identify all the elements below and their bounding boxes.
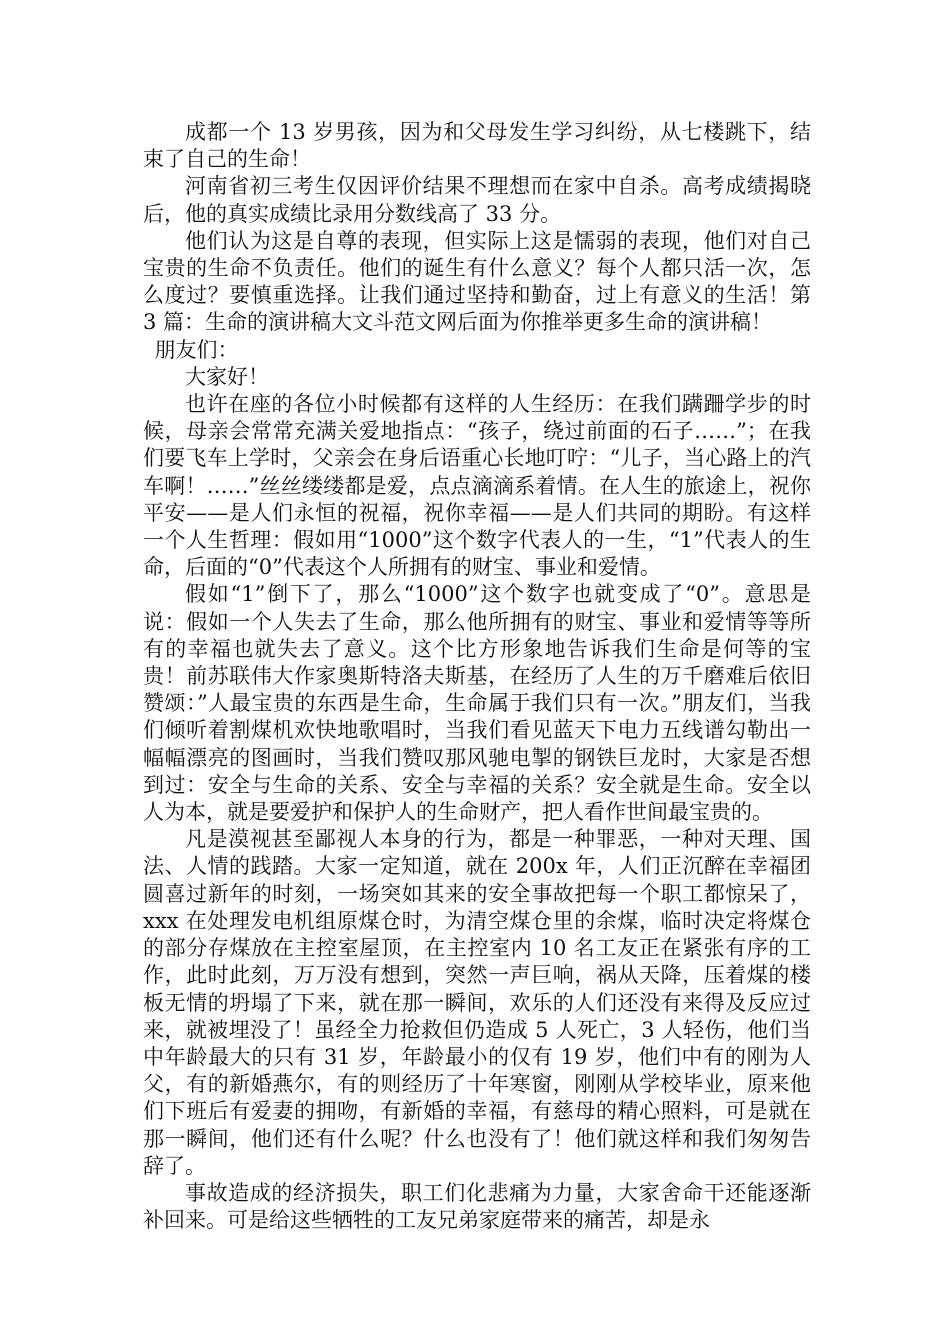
- document-page: [143, 119, 811, 1234]
- paragraph: 假如“1”倒下了，那么“1000”这个数字也就变成了“0”。意思是说：假如一个人失去了生命，那么他所拥有的财宝、事业和爱情等等所有的幸福也就失去了意义。这个比方形象地告诉我们生命是何等的宝贵！前苏联伟大作家奥斯特洛夫斯基，在经历了人生的万千磨难后依旧赞颂：”人最宝贵的东西是生命，生命属于我们只有一次。”朋友们，当我们倾听着割煤机欢快地歌唱时，当我们看见蓝天下电力五线谱勾勒出一幅幅漂亮的图画时，当我们赞叹那风驰电掣的钢铁巨龙时，大家是否想到过：安全与生命的关系、安全与幸福的关系？安全就是生命。安全以人为本，就是要爱护和保护人的生命财产，把人看作世间最宝贵的。: [143, 582, 811, 825]
- paragraph: 凡是漠视甚至鄙视人本身的行为，都是一种罪恶，一种对天理、国法、人情的践踏。大家一定知道，就在 200x 年，人们正沉醉在幸福团圆喜过新年的时刻，一场突如其来的安全事故把每一个职工都惊呆了，xxx 在处理发电机组原煤仓时，为清空煤仓里的余煤，临时决定将煤仓的部分存煤放在主控室屋顶，在主控室内 10 名工友正在紧张有序的工作，此时此刻，万万没有想到，突然一声巨响，祸从天降，压着煤的楼板无情的坍塌了下来，就在那一瞬间，欢乐的人们还没有来得及反应过来，就被埋没了！虽经全力抢救但仍造成 5 人死亡，3 人轻伤，他们当中年龄最大的只有 31 岁，年龄最小的仅有 19 岁，他们中有的刚为人父，有的新婚燕尔，有的则经历了十年寒窗，刚刚从学校毕业，原来他们下班后有爱妻的拥吻，有新婚的幸福，有慈母的精心照料，可是就在那一瞬间，他们还有什么呢？什么也没有了！他们就这样和我们匆匆告辞了。: [143, 827, 811, 1178]
- paragraph: 成都一个 13 岁男孩，因为和父母发生学习纠纷，从七楼跳下，结束了自己的生命！: [143, 120, 811, 172]
- paragraph: 他们认为这是自尊的表现，但实际上这是懦弱的表现，他们对自己宝贵的生命不负责任。他们的诞生有什么意义？每个人都只活一次，怎么度过？要慎重选择。让我们通过坚持和勤奋，过上有意义的生活！第 3 篇：生命的演讲稿大文斗范文网后面为你推举更多生命的演讲稿！: [143, 228, 811, 335]
- paragraph: 也许在座的各位小时候都有这样的人生经历：在我们蹒跚学步的时候，母亲会常常充满关爱地指点：“孩子，绕过前面的石子……”；在我们要飞车上学时，父亲会在身后语重心长地叮咛：“儿子，当心路上的汽车啊！……”丝丝缕缕都是爱，点点滴滴系着情。在人生的旅途上，祝你平安——是人们永恒的祝福，祝你幸福——是人们共同的期盼。有这样一个人生哲理：假如用“1000”这个数字代表人的一生，“1”代表人的生命，后面的“0”代表这个人所拥有的财宝、事业和爱情。: [143, 392, 811, 580]
- paragraph: 事故造成的经济损失，职工们化悲痛为力量，大家舍命干还能逐渐补回来。可是给这些牺牲的工友兄弟家庭带来的痛苦，却是永: [143, 1180, 811, 1233]
- salutation: 朋友们：: [154, 337, 239, 362]
- greeting: 大家好！: [185, 364, 269, 389]
- paragraph: 河南省初三考生仅因评价结果不理想而在家中自杀。高考成绩揭晓后，他的真实成绩比录用分数线高了 33 分。: [143, 174, 811, 226]
